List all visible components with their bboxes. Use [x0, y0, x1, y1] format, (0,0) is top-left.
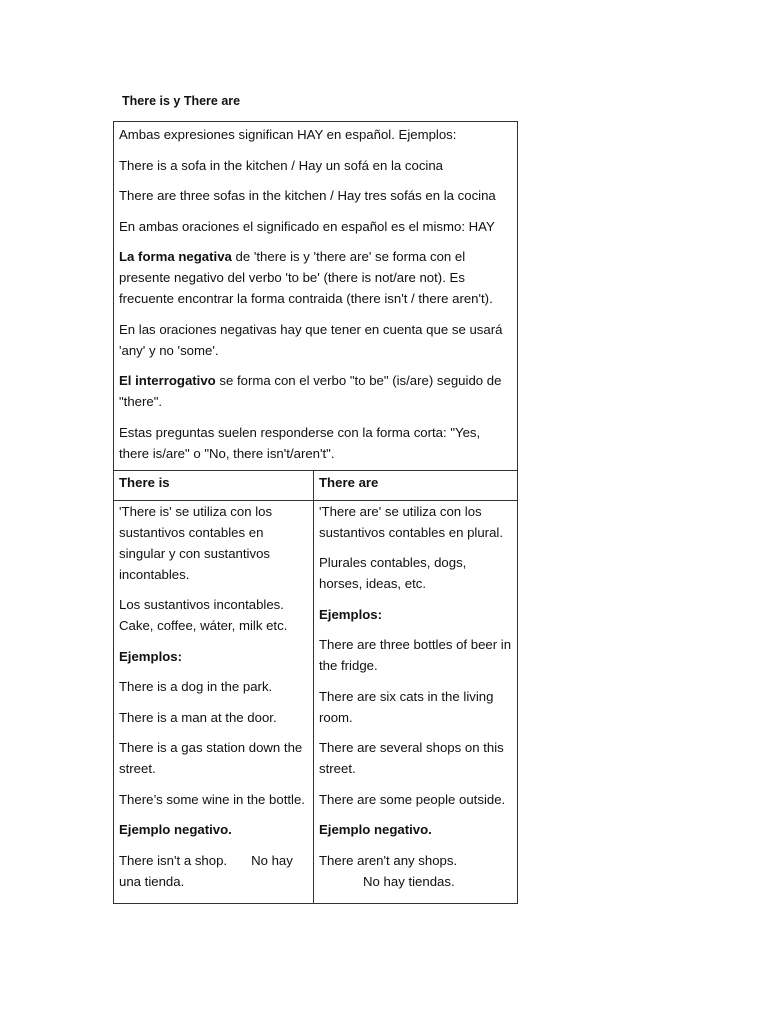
negative-form-heading: La forma negativa — [119, 249, 232, 264]
negative-spanish: No hay tiendas. — [363, 873, 455, 889]
page-title: There is y There are — [122, 94, 241, 108]
grammar-table — [113, 121, 518, 904]
negative-form-text: de 'there is y 'there are' se forma con el presente negativo del verbo 'to be' (there is not/are not). Es frecuente encontrar la forma contraida (there isn't / there aren't). — [119, 249, 493, 306]
there-are-negative-example — [319, 850, 513, 892]
there-is-negative-label: Ejemplo negativo. — [119, 822, 232, 837]
intro-paragraph: En ambas oraciones el significado en español es el mismo: HAY — [119, 218, 495, 234]
intro-example-singular: There is a sofa in the kitchen / Hay un sofá en la cocina — [119, 157, 444, 173]
intro-paragraph: Estas preguntas suelen responderse con la forma corta: "Yes, there is/are" o "No, there isn't/aren't". — [119, 424, 481, 461]
intro-cell — [114, 122, 518, 471]
content-row — [114, 500, 518, 903]
there-are-plurals: Plurales contables, dogs, horses, ideas, etc. — [319, 555, 467, 591]
intro-example-plural: There are three sofas in the kitchen / Hay tres sofás en la cocina — [119, 188, 496, 203]
there-is-uncountables: Los sustantivos incontables. Cake, coffee, wáter, milk etc. — [119, 597, 288, 633]
intro-paragraph: En las oraciones negativas hay que tener en cuenta que se usará 'any' y no 'some'. — [119, 321, 503, 358]
there-are-usage: 'There are' se utiliza con los sustantivos contables en plural. — [319, 503, 504, 540]
there-is-example: There is a dog in the park. — [119, 679, 273, 694]
there-are-example: There are some people outside. — [319, 791, 506, 807]
negative-form-paragraph — [119, 246, 513, 309]
negative-spanish: No hay una tienda. — [119, 852, 293, 889]
intro-row — [114, 122, 518, 471]
there-are-example: There are three bottles of beer in the fridge. — [319, 637, 512, 673]
negative-english: There isn't a shop. — [119, 852, 228, 868]
column-header-there-is: There is — [114, 470, 314, 500]
there-is-negative-example — [119, 850, 309, 892]
there-are-negative-label: Ejemplo negativo. — [319, 822, 432, 837]
intro-paragraph: Ambas expresiones significan HAY en español. Ejemplos: — [119, 127, 457, 142]
there-is-example: There is a man at the door. — [119, 709, 277, 725]
interrogative-paragraph — [119, 370, 513, 412]
header-row — [114, 470, 518, 500]
there-is-usage: 'There is' se utiliza con los sustantivos contables en singular y con sustantivos incontables. — [119, 503, 273, 582]
column-header-there-are: There are — [314, 470, 518, 500]
there-is-example: There is a gas station down the street. — [119, 740, 303, 776]
there-are-cell — [314, 500, 518, 903]
negative-english: There aren't any shops. — [319, 852, 458, 868]
there-is-example: There’s some wine in the bottle. — [119, 791, 305, 807]
there-are-examples-label: Ejemplos: — [319, 606, 383, 622]
interrogative-heading: El interrogativo — [119, 373, 216, 388]
there-are-example: There are several shops on this street. — [319, 740, 504, 776]
there-is-examples-label: Ejemplos: — [119, 648, 183, 664]
interrogative-text: se forma con el verbo "to be" (is/are) seguido de "there". — [119, 373, 502, 409]
there-is-cell — [114, 500, 314, 903]
there-are-example: There are six cats in the living room. — [319, 688, 494, 725]
